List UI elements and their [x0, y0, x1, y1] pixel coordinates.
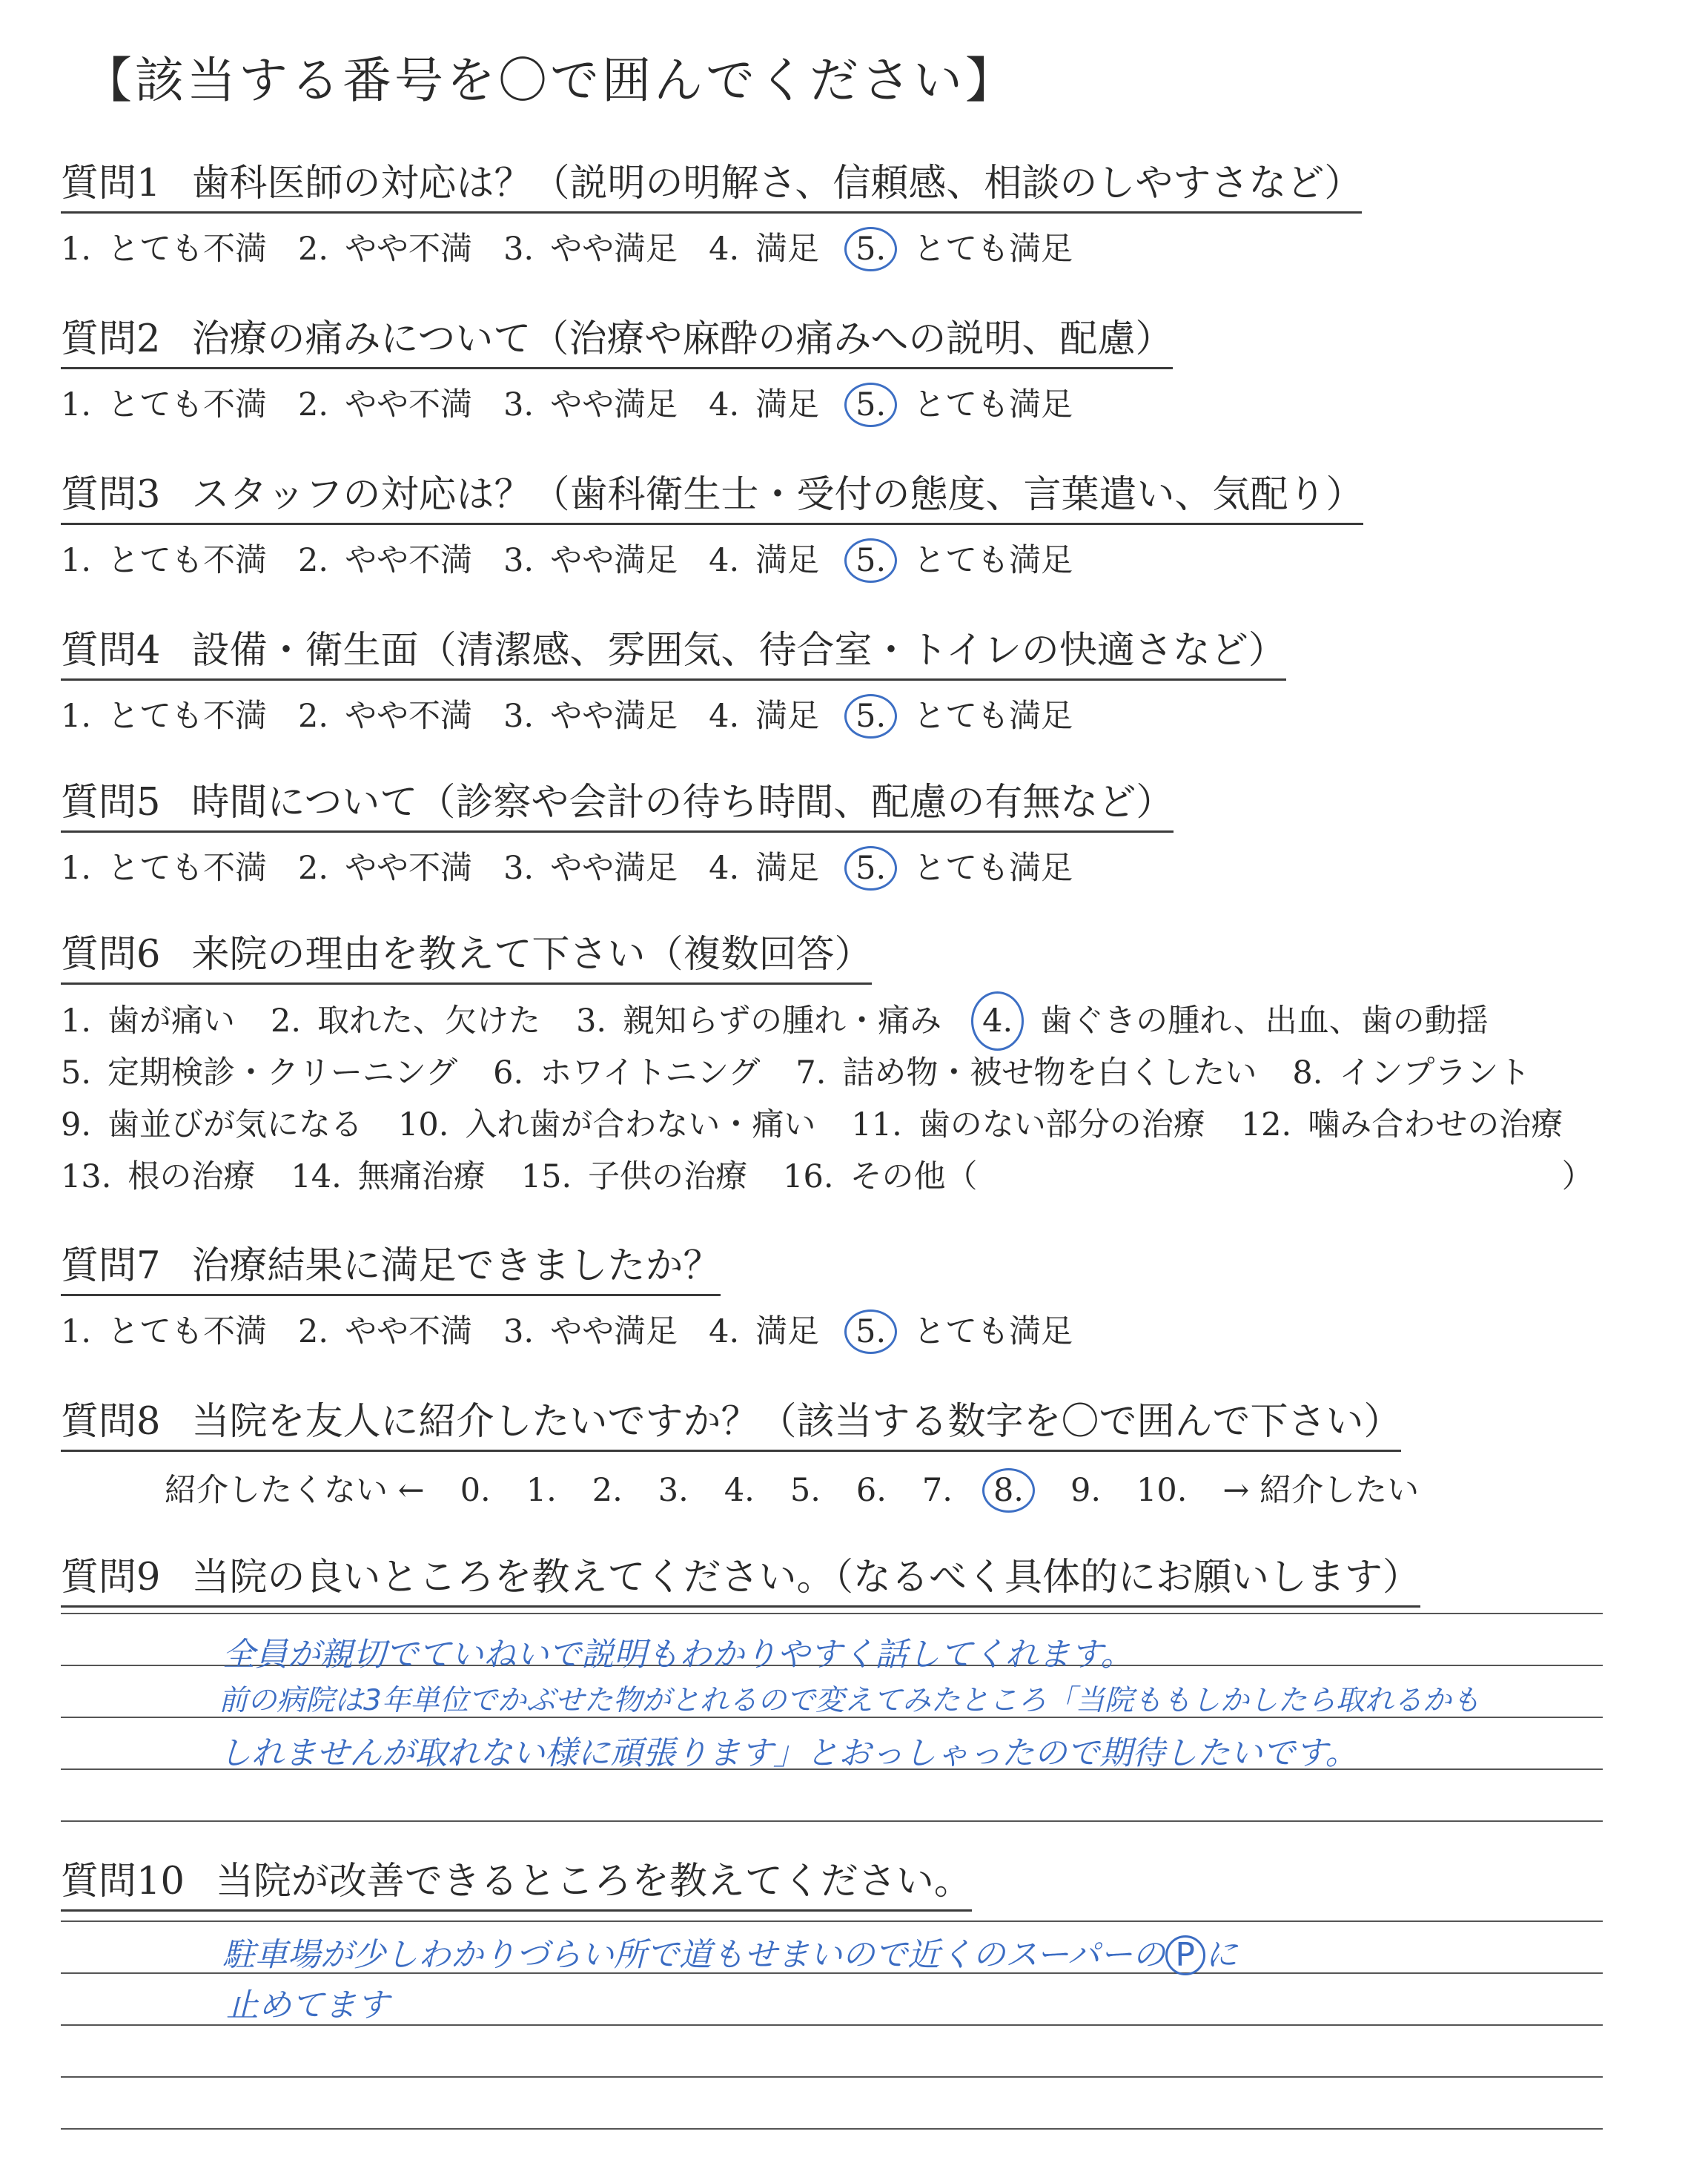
rating-option[interactable] — [298, 691, 472, 736]
option-number: 5. — [61, 1054, 92, 1091]
reason-option[interactable] — [398, 1099, 815, 1151]
reason-option[interactable] — [795, 1047, 1257, 1099]
option-label: やや満足 — [550, 231, 678, 268]
option-label: 満足 — [755, 850, 820, 887]
reason-option[interactable] — [291, 1151, 485, 1203]
scale-value[interactable]: 2. — [592, 1472, 623, 1509]
scale-value[interactable]: 4. — [724, 1472, 755, 1509]
rating-option[interactable] — [298, 380, 472, 425]
option-number: 4. — [709, 231, 740, 268]
rating-options — [61, 691, 1286, 736]
rating-option[interactable] — [61, 535, 267, 581]
reason-option[interactable] — [61, 1099, 363, 1151]
handwritten-answer-line[interactable]: 止めてます — [226, 1986, 389, 2024]
question-block — [61, 463, 1363, 581]
handwritten-answer-line[interactable] — [222, 1928, 1238, 1975]
scale-value[interactable]: 9. — [1070, 1472, 1102, 1509]
option-label: やや満足 — [550, 542, 678, 579]
question-number: 質問9 — [61, 1556, 161, 1599]
rating-options — [61, 1307, 1104, 1352]
rating-option[interactable] — [709, 380, 819, 425]
option-number: 3. — [503, 231, 534, 268]
question-number: 質問6 — [61, 933, 161, 977]
selected-circle: 5. — [844, 227, 897, 271]
question-number: 質問5 — [61, 781, 161, 825]
option-number: 1. — [61, 542, 92, 579]
rating-option[interactable] — [503, 843, 678, 888]
option-number: 4. — [709, 542, 740, 579]
question-block — [61, 923, 1598, 1203]
option-label: とても不満 — [107, 850, 268, 887]
option-number: 3. — [503, 850, 534, 887]
rating-option[interactable] — [61, 691, 267, 736]
question-header — [61, 923, 872, 985]
option-label: とても不満 — [107, 231, 268, 268]
question-number: 質問3 — [61, 473, 161, 517]
rating-option[interactable] — [503, 535, 678, 581]
option-number: 16. — [783, 1158, 834, 1195]
question-header — [61, 619, 1286, 681]
question-text: 来院の理由を教えて下さい（複数回答） — [191, 933, 873, 977]
ruled-line — [61, 1613, 1603, 1614]
selected-circle: 5. — [844, 538, 897, 583]
reason-option[interactable] — [576, 995, 941, 1047]
question-number: 質問4 — [61, 629, 161, 673]
option-label: 満足 — [755, 231, 820, 268]
question-block — [61, 152, 1362, 269]
rating-option[interactable] — [850, 691, 1073, 736]
rating-option[interactable] — [61, 1307, 267, 1352]
scale-value[interactable]: 1. — [526, 1472, 557, 1509]
option-number: 2. — [271, 1003, 302, 1040]
option-number: 14. — [291, 1158, 342, 1195]
option-label: 入れ歯が合わない・痛い — [465, 1106, 816, 1143]
rating-option[interactable] — [850, 843, 1073, 888]
rating-option[interactable] — [850, 380, 1073, 425]
option-number: 8. — [1292, 1054, 1323, 1091]
option-number: 1. — [61, 231, 92, 268]
question-text: 時間について（診察や会計の待ち時間、配慮の有無など） — [191, 781, 1174, 825]
option-number: 7. — [795, 1054, 827, 1091]
option-number: 1. — [61, 1313, 92, 1350]
ruled-line — [61, 1920, 1603, 1922]
question-text: 当院が改善できるところを教えてください。 — [215, 1860, 972, 1903]
option-label: とても満足 — [913, 386, 1073, 423]
option-label: 根の治療 — [128, 1158, 256, 1195]
option-label: 歯のない部分の治療 — [918, 1106, 1205, 1143]
answer10-text: 駐車場が少しわかりづらい所で道もせまいので近くのスーパーの — [222, 1936, 1165, 1974]
rating-option[interactable] — [850, 535, 1073, 581]
rating-option[interactable] — [61, 843, 267, 888]
rating-option[interactable] — [503, 1307, 678, 1352]
option-label: とても満足 — [913, 1313, 1073, 1350]
option-number: 12. — [1240, 1106, 1292, 1143]
option-label: やや不満 — [345, 1313, 473, 1350]
option-label: とても不満 — [107, 698, 268, 735]
option-number: 15. — [520, 1158, 572, 1195]
option-label: 歯が痛い — [107, 1003, 236, 1040]
question-number: 質問1 — [61, 162, 161, 205]
question-header — [61, 771, 1174, 833]
selected-circle: 4. — [971, 991, 1024, 1051]
rating-option[interactable] — [298, 1307, 472, 1352]
rating-option[interactable] — [709, 224, 819, 269]
question-header — [61, 1390, 1401, 1452]
option-label: とても満足 — [913, 231, 1073, 268]
option-label: 満足 — [755, 386, 820, 423]
question-block — [61, 1235, 1104, 1352]
question-text: 歯科医師の対応は？（説明の明解さ、信頼感、相談のしやすさなど） — [191, 162, 1363, 205]
option-number: 6. — [493, 1054, 524, 1091]
question-block — [61, 1546, 1420, 1608]
rating-option[interactable] — [709, 691, 819, 736]
ruled-line — [61, 1820, 1603, 1822]
option-label: 満足 — [755, 542, 820, 579]
reason-option[interactable] — [783, 1151, 977, 1203]
scale-right-label: → 紹介したい — [1222, 1472, 1420, 1509]
rating-option[interactable] — [61, 380, 267, 425]
option-label: やや満足 — [550, 698, 678, 735]
scale-value[interactable]: 7. — [921, 1472, 953, 1509]
option-number: 3. — [576, 1003, 607, 1040]
question-number: 質問2 — [61, 317, 161, 361]
rating-option[interactable] — [850, 1307, 1073, 1352]
question-text: 治療結果に満足できましたか？ — [191, 1244, 721, 1288]
reason-option[interactable] — [61, 1151, 255, 1203]
option-label: 詰め物・被せ物を白くしたい — [842, 1054, 1257, 1091]
question-text: 治療の痛みについて（治療や麻酔の痛みへの説明、配慮） — [191, 317, 1174, 361]
ruled-line — [61, 2128, 1603, 2130]
option-number: 11. — [851, 1106, 902, 1143]
option-label: やや不満 — [345, 231, 473, 268]
option-label: 満足 — [755, 698, 820, 735]
selected-circle: 5. — [844, 1309, 897, 1354]
selected-circle: 5. — [844, 694, 897, 739]
reason-option[interactable] — [271, 995, 540, 1047]
option-label: 歯ぐきの腫れ、出血、歯の動揺 — [1040, 1003, 1489, 1040]
reason-row — [61, 1047, 1598, 1099]
question-header — [61, 308, 1173, 369]
reason-option[interactable] — [851, 1099, 1205, 1151]
option-label: とても満足 — [913, 850, 1073, 887]
question-block — [61, 308, 1173, 425]
rating-options — [61, 224, 1362, 269]
option-label: その他（ — [850, 1158, 978, 1195]
rating-option[interactable] — [298, 535, 472, 581]
recommend-scale — [165, 1465, 1454, 1510]
rating-options — [61, 380, 1173, 425]
option-label: 定期検診・クリーニング — [107, 1054, 458, 1091]
reason-option[interactable] — [977, 995, 1489, 1047]
rating-option[interactable] — [709, 535, 819, 581]
question-number: 質問8 — [61, 1400, 161, 1444]
reason-options — [61, 995, 1598, 1203]
question-text: スタッフの対応は？（歯科衛生士・受付の態度、言葉遣い、気配り） — [191, 473, 1364, 517]
option-number: 3. — [503, 698, 534, 735]
question-header — [61, 152, 1362, 214]
option-label: やや満足 — [550, 1313, 678, 1350]
option-label: とても不満 — [107, 386, 268, 423]
handwritten-answer-line[interactable]: 前の病院は3年単位でかぶせた物がとれるので変えてみたところ「当院ももしかしたら取れるかも — [219, 1684, 1480, 1717]
option-label: とても不満 — [107, 1313, 268, 1350]
option-number: 4. — [709, 850, 740, 887]
selected-circle: 5. — [844, 383, 897, 427]
parking-p-icon: P — [1165, 1935, 1205, 1975]
question-number: 質問10 — [61, 1860, 185, 1903]
handwritten-answer-line[interactable]: しれませんが取れない様に頑張ります」とおっしゃったので期待したいです。 — [219, 1734, 1358, 1772]
option-number: 4. — [709, 698, 740, 735]
option-label: やや不満 — [345, 850, 473, 887]
scale-value[interactable]: 0. — [460, 1472, 491, 1509]
option-number: 2. — [298, 542, 329, 579]
reason-option[interactable] — [1241, 1099, 1563, 1151]
question-block — [61, 619, 1286, 736]
option-number: 10. — [398, 1106, 449, 1143]
option-label: やや不満 — [345, 698, 473, 735]
reason-row — [61, 995, 1598, 1047]
option-label: やや満足 — [550, 850, 678, 887]
option-label: 噛み合わせの治療 — [1308, 1106, 1563, 1143]
reason-row — [61, 1151, 1598, 1203]
option-label: 親知らずの腫れ・痛み — [623, 1003, 942, 1040]
question-block — [61, 1390, 1454, 1510]
option-number: 1. — [61, 850, 92, 887]
option-label: 満足 — [755, 1313, 820, 1350]
scale-value[interactable]: 6. — [855, 1472, 887, 1509]
option-number: 9. — [61, 1106, 92, 1143]
question-text: 当院の良いところを教えてください。（なるべく具体的にお願いします） — [191, 1556, 1420, 1599]
scale-value[interactable]: 3. — [658, 1472, 689, 1509]
option-number: 3. — [503, 542, 534, 579]
other-close-paren: ） — [1561, 1158, 1594, 1195]
question-text: 設備・衛生面（清潔感、雰囲気、待合室・トイレの快適さなど） — [191, 629, 1286, 673]
option-label: やや満足 — [550, 386, 678, 423]
question-header — [61, 463, 1363, 525]
option-number: 2. — [298, 850, 329, 887]
rating-option[interactable] — [709, 1307, 819, 1352]
handwritten-answer-line[interactable]: 全員が親切でていねいで説明もわかりやすく話してくれます。 — [222, 1636, 1133, 1674]
page-title: 【該当する番号を〇で囲んでください】 — [83, 52, 1017, 109]
option-number: 13. — [61, 1158, 112, 1195]
rating-option[interactable] — [709, 843, 819, 888]
rating-option[interactable] — [298, 224, 472, 269]
selected-circle[interactable]: 8. — [982, 1468, 1035, 1513]
ruled-line — [61, 2076, 1603, 2078]
option-label: 取れた、欠けた — [317, 1003, 541, 1040]
option-number: 4. — [709, 386, 740, 423]
question-block — [61, 1850, 972, 1912]
reason-option[interactable] — [521, 1151, 747, 1203]
option-label: 歯並びが気になる — [107, 1106, 363, 1143]
question-header — [61, 1235, 721, 1296]
reason-option[interactable] — [493, 1047, 760, 1099]
question-header — [61, 1850, 972, 1912]
question-header — [61, 1546, 1420, 1608]
option-label: ホワイトニング — [540, 1054, 761, 1091]
option-label: インプラント — [1339, 1054, 1531, 1091]
rating-option[interactable] — [503, 224, 678, 269]
rating-option[interactable] — [503, 380, 678, 425]
rating-option[interactable] — [298, 843, 472, 888]
option-label: 無痛治療 — [357, 1158, 486, 1195]
reason-row — [61, 1099, 1598, 1151]
option-number: 1. — [61, 1003, 92, 1040]
option-number: 3. — [503, 386, 534, 423]
option-number: 1. — [61, 386, 92, 423]
option-label: やや不満 — [345, 542, 473, 579]
option-number: 3. — [503, 1313, 534, 1350]
reason-option[interactable] — [61, 995, 235, 1047]
rating-option[interactable] — [850, 224, 1073, 269]
answer10-text-end: に — [1205, 1936, 1238, 1974]
option-label: とても不満 — [107, 542, 268, 579]
option-number: 2. — [298, 698, 329, 735]
scale-value[interactable]: 5. — [790, 1472, 821, 1509]
selected-circle: 5. — [844, 846, 897, 891]
option-label: とても満足 — [913, 542, 1073, 579]
option-number: 2. — [298, 231, 329, 268]
rating-options — [61, 535, 1363, 581]
reason-option[interactable] — [61, 1047, 457, 1099]
option-label: やや不満 — [345, 386, 473, 423]
option-label: とても満足 — [913, 698, 1073, 735]
option-number: 2. — [298, 386, 329, 423]
rating-option[interactable] — [61, 224, 267, 269]
question-block — [61, 771, 1174, 888]
option-number: 2. — [298, 1313, 329, 1350]
option-number: 1. — [61, 698, 92, 735]
rating-option[interactable] — [503, 691, 678, 736]
rating-options — [61, 843, 1174, 888]
option-label: 子供の治療 — [588, 1158, 748, 1195]
option-number: 4. — [709, 1313, 740, 1350]
reason-option[interactable] — [1292, 1047, 1530, 1099]
scale-left-label: 紹介したくない ← — [165, 1472, 425, 1509]
question-text: 当院を友人に紹介したいですか？（該当する数字を〇で囲んで下さい） — [191, 1400, 1402, 1444]
scale-value[interactable]: 10. — [1136, 1472, 1188, 1509]
question-number: 質問7 — [61, 1244, 161, 1288]
